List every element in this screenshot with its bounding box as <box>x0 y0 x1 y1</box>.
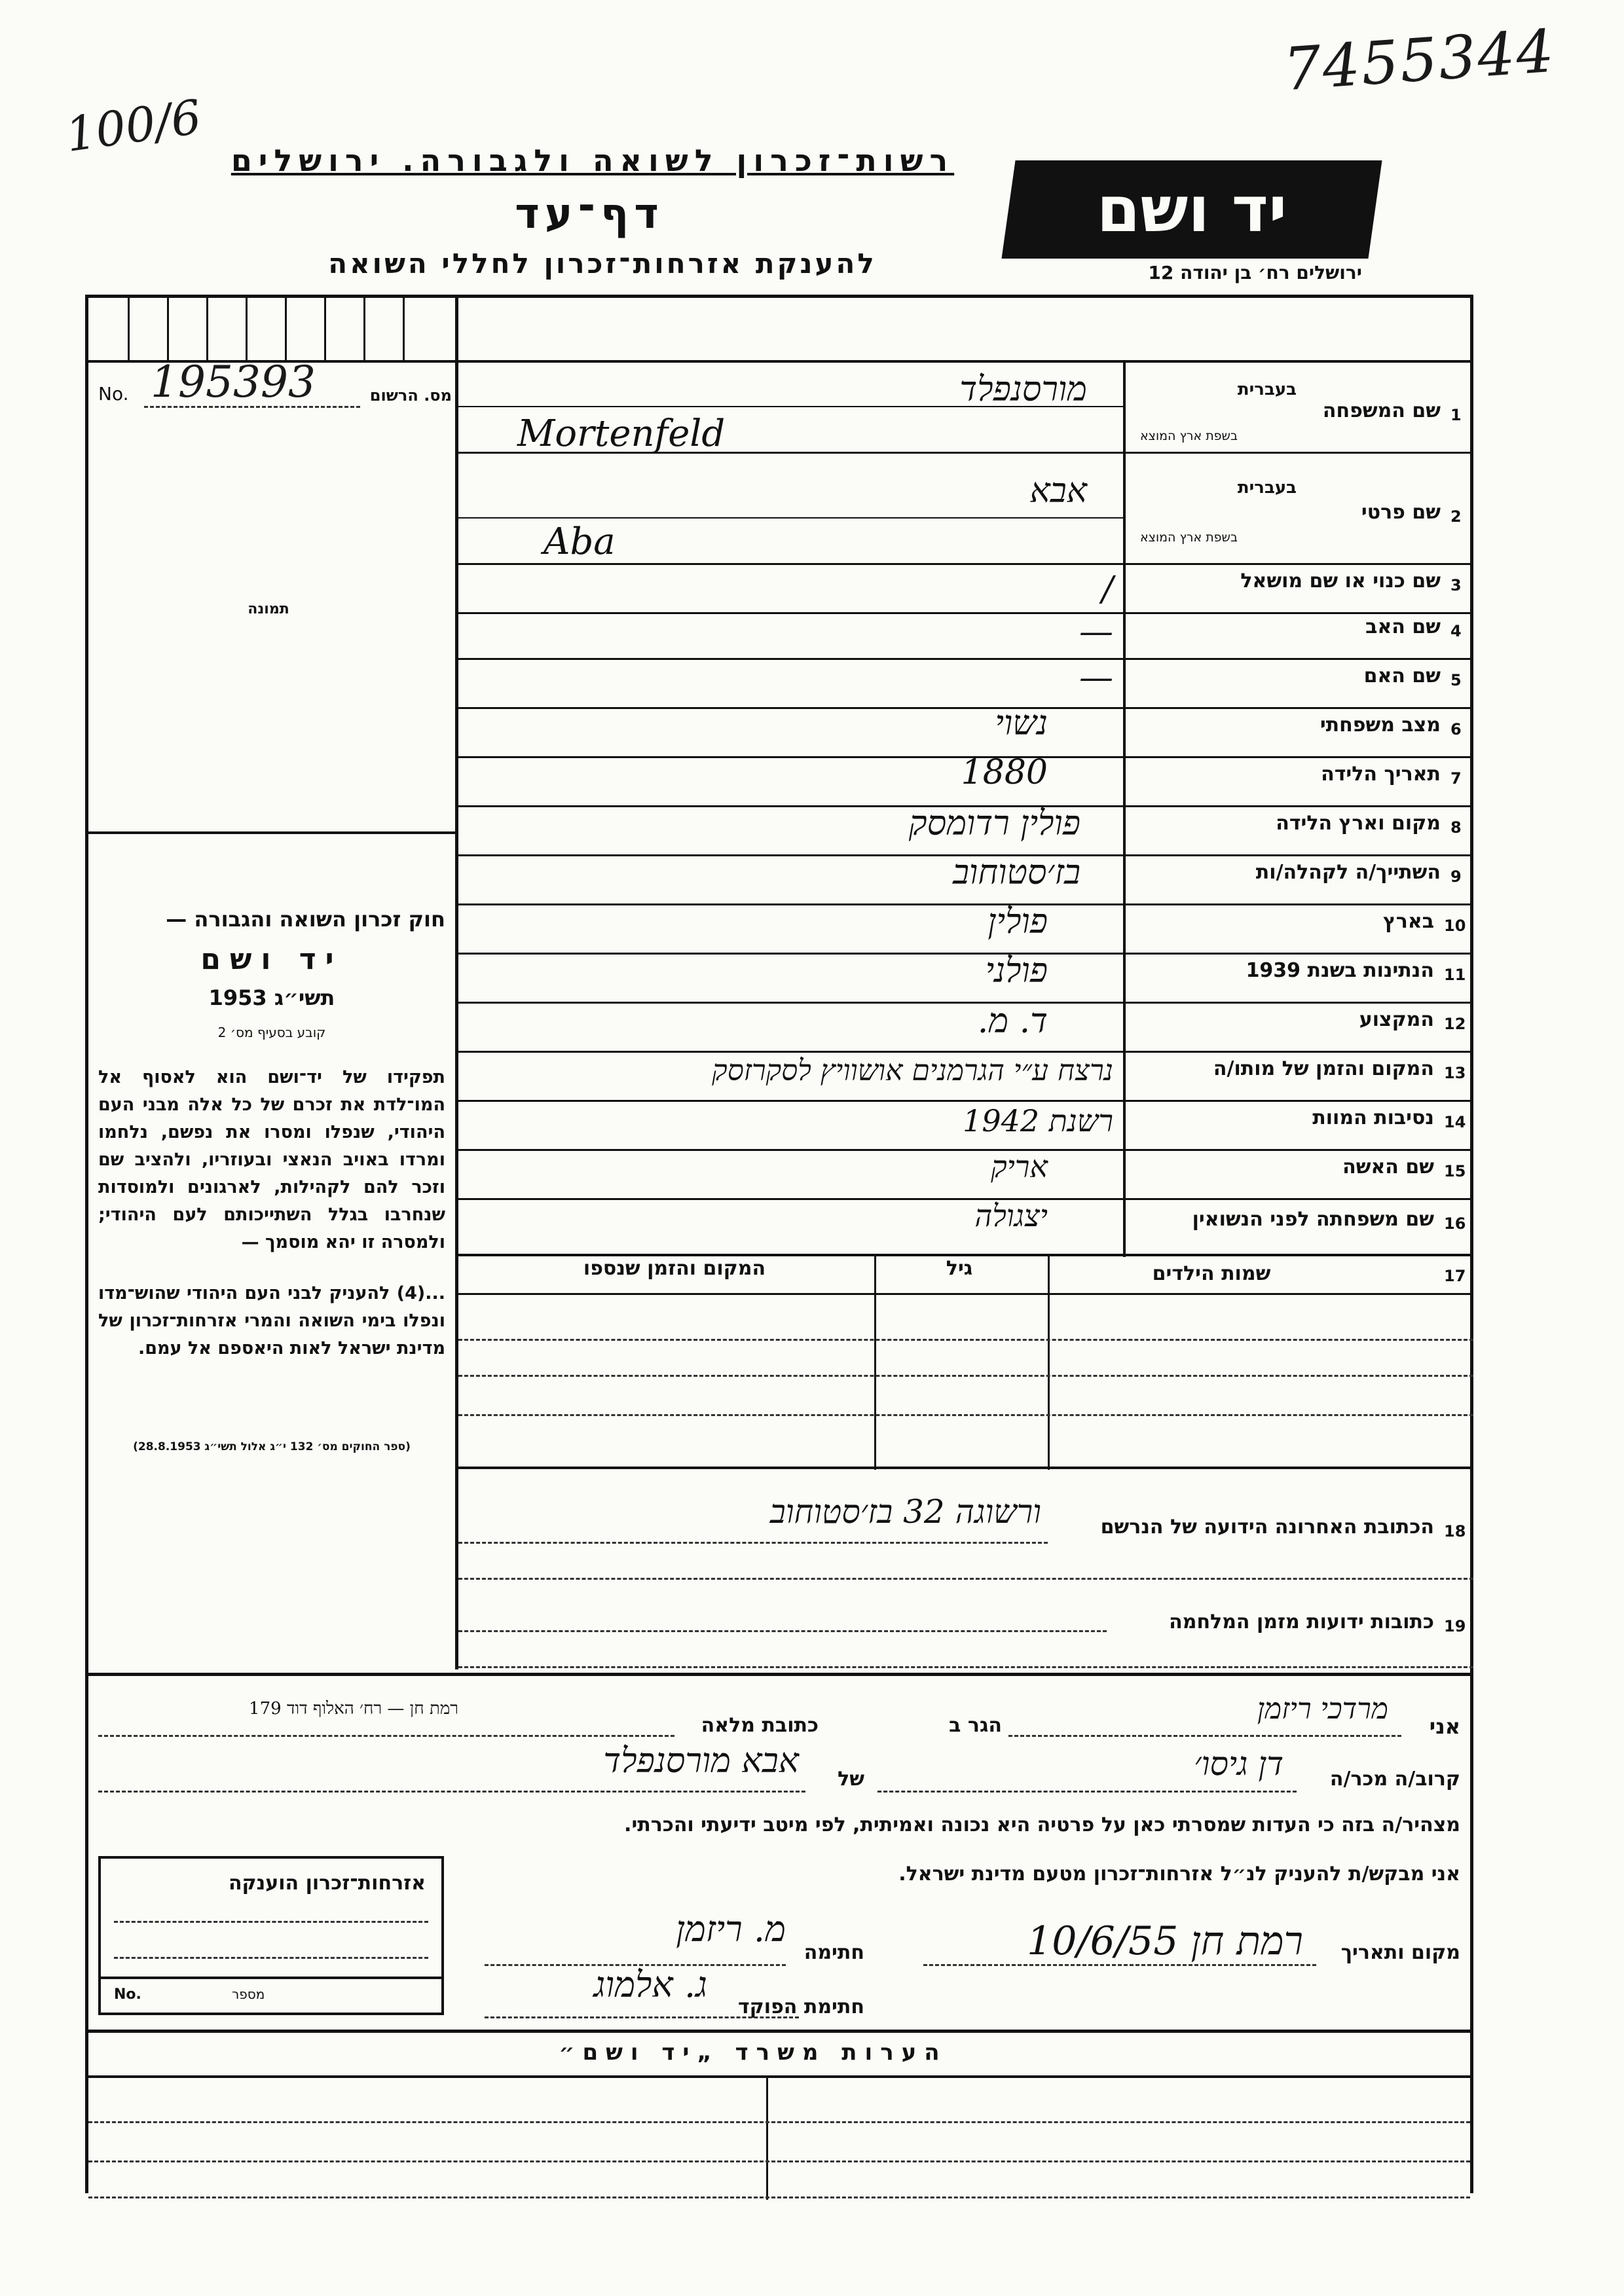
field-4-number: 4 <box>1450 622 1462 640</box>
field-18-label: הכתובת האחרונה הידועה של הנרשם <box>1100 1516 1434 1539</box>
citizenship-no-label: No. <box>114 1986 141 2003</box>
logo-address: ירושלים רח׳ בן יהודה 12 <box>1148 262 1362 283</box>
field-4-label: שם האב <box>1365 615 1441 638</box>
field-10-number: 10 <box>1444 917 1466 935</box>
citizenship-box <box>98 1856 444 2015</box>
field-11-label: הנתינות בשנת 1939 <box>1246 959 1434 982</box>
field-7-label: תאריך הלידה <box>1321 763 1441 786</box>
field-12-label: המקצוע <box>1359 1008 1434 1031</box>
field-1-value: מורסנפלד <box>959 370 1087 409</box>
field-9-label: השתייך/ה לקהלה/ות <box>1255 861 1441 884</box>
field-3-value: / <box>1101 570 1113 609</box>
decl-line-1: מצהיר/ה בזה כי העדות שמסרתי כאן על פרטיה היא נכונה ואמיתית, לפי מיטב ידיעתי והכרתי. <box>624 1813 1460 1836</box>
photo-label: תמונה <box>248 601 289 617</box>
field-13-label: המקום והזמן של מותו/ה <box>1213 1057 1434 1080</box>
law-name: יד ושם <box>200 943 343 976</box>
field-3-number: 3 <box>1450 576 1462 594</box>
decl-place-date-label: מקום ותאריך <box>1340 1941 1460 1964</box>
declarant-relation: דן גיסו׳ <box>1194 1745 1283 1783</box>
yad-vashem-logo <box>1001 160 1382 259</box>
field-1-sub-hebrew: בעברית <box>1237 380 1297 399</box>
decl-ani-label: אני <box>1429 1714 1460 1739</box>
law-text: תפקידו של יד־ושם הוא לאסוף אל המו־לדת את זכרם של כל אלה מבני העם היהודי, שנפלו ומסרו את נפשם, נלחמו ומרדו באויב הנאצי ובעוזריו, ולהציב שם וזכר להם לקהילות, לארגונים ולמוסדות שנחרבו בגלל השתייכותם לעם היהודי; ולמסרה זו יהא מוסמך — <box>98 1067 445 1252</box>
field-2-sub-origin: בשפת ארץ המוצא <box>1139 530 1238 545</box>
field-2-number: 2 <box>1450 507 1462 526</box>
frame-right <box>1470 295 1473 2193</box>
field-18-number: 18 <box>1444 1522 1466 1540</box>
field-6-value: נשוי <box>995 704 1048 743</box>
field-6-label: מצב משפחתי <box>1320 714 1441 737</box>
field-9-value: בז׳סטוחוב <box>953 853 1080 892</box>
declarant-address: רמת חן — רח׳ האלוף דוד 179 <box>249 1699 458 1719</box>
frame-left <box>85 295 88 2193</box>
field-1-number: 1 <box>1450 406 1462 424</box>
citizenship-title: אזרחות־זכרון הוענקה <box>228 1872 426 1895</box>
field-13-value: נרצח ע״י הגרמנים אושוויץ לסקרזסק <box>712 1054 1113 1087</box>
field-7-number: 7 <box>1450 769 1462 788</box>
field-4-value: — <box>1079 612 1113 651</box>
field-16-number: 16 <box>1444 1214 1466 1233</box>
field-18-value: ורשוגה 32 בז׳סטוחוב <box>769 1493 1041 1531</box>
field-11-value: פולני <box>985 951 1048 991</box>
field-10-label: בארץ <box>1382 910 1434 933</box>
field-1-label: שם המשפחה <box>1322 399 1441 422</box>
field-15-label: שם האשה <box>1342 1156 1434 1178</box>
field-5-number: 5 <box>1450 671 1462 689</box>
field-19-label: כתובות ידועות מזמן המלחמה <box>1169 1611 1434 1633</box>
field-17-number: 17 <box>1444 1267 1466 1285</box>
decl-residing-label: הגר ב <box>949 1714 1002 1737</box>
archive-number: 7455344 <box>1281 16 1557 105</box>
field-8-number: 8 <box>1450 818 1462 837</box>
law-year: תשי״ג 1953 <box>208 985 335 1010</box>
decl-place-date: רמת חן 10/6/55 <box>1027 1918 1303 1964</box>
left-margin-note: 100/6 <box>62 88 205 163</box>
field-10-value: פולין <box>987 902 1048 941</box>
field-19-number: 19 <box>1444 1617 1466 1635</box>
field-5-label: שם האם <box>1363 665 1441 687</box>
field-14-value: רשנת 1942 <box>963 1103 1113 1139</box>
form-subtitle: להענקת אזרחות־זכרון לחללי השואה <box>328 247 877 280</box>
field-3-label: שם כנוי או שם מושאל <box>1240 570 1441 592</box>
decl-officer-signature: ג. אלמוג <box>593 1964 707 2005</box>
authority-title: רשות־זכרון לשואה ולגבורה. ירושלים <box>231 143 955 178</box>
law-source: (ספר החוקים מס׳ 132 י״ג אלול תשי״ג 28.8.1953) <box>133 1440 411 1453</box>
field-12-number: 12 <box>1444 1015 1466 1033</box>
children-header-place-time: המקום והזמן שנספו <box>583 1257 766 1280</box>
decl-of-label: של <box>838 1768 864 1791</box>
field-8-value: פולין רדומסק <box>908 804 1080 843</box>
field-16-label: שם משפחתה לפני הנשואין <box>1192 1208 1434 1231</box>
field-12-value: ד. מ. <box>977 1002 1048 1041</box>
law-clause-4: ...(4) להעניק לבני העם היהודי שהוש־מדו ונפלו בימי השואה והמרי אזרחות־זכרון של מדינת ישראל לאות היאספם אל עמם. <box>98 1283 445 1358</box>
field-2-value: אבא <box>1029 471 1087 511</box>
field-15-number: 15 <box>1444 1162 1466 1180</box>
field-7-value: 1880 <box>961 753 1048 792</box>
field-2-sub-hebrew: בעברית <box>1237 478 1297 498</box>
logo-text: יד ושם <box>1096 173 1287 246</box>
field-1-sub-origin: בשפת ארץ המוצא <box>1139 429 1238 443</box>
registration-label: מס. הרשום <box>369 386 452 405</box>
children-header-age: גיל <box>946 1257 973 1280</box>
field-1-value-latin: Mortenfeld <box>517 412 726 455</box>
field-11-number: 11 <box>1444 966 1466 984</box>
field-2-value-latin: Aba <box>544 520 616 563</box>
law-clause: קובע בסעיף מס׳ 2 <box>217 1025 326 1040</box>
children-header-names: שמות הילדים <box>1152 1262 1271 1285</box>
field-6-number: 6 <box>1450 720 1462 738</box>
field-15-value: אריק <box>991 1149 1048 1184</box>
decl-signature: מ. ריזמן <box>676 1908 786 1950</box>
decl-signature-label: חתימה <box>803 1941 864 1964</box>
law-title: חוק זכרון השואה והגבורה — <box>166 907 445 932</box>
decl-of-name: אבא מורסנפלד <box>603 1741 799 1781</box>
decl-line-2: אני מבקש/ת להעניק לנ״ל אזרחות־זכרון מטעם מדינת ישראל. <box>898 1863 1460 1886</box>
office-notes-title: הערות משרד „יד ושם״ <box>559 2039 948 2066</box>
field-9-number: 9 <box>1450 867 1462 886</box>
form-title: דף־עד <box>515 190 664 238</box>
registration-no-label: No. <box>98 383 129 405</box>
field-16-value: יצגולה <box>974 1198 1048 1233</box>
decl-relative-label: קרוב/ה מכר/ה <box>1329 1768 1460 1791</box>
frame-top <box>85 295 1473 298</box>
registration-number: 195393 <box>151 357 316 407</box>
field-14-label: נסיבות המוות <box>1312 1106 1434 1129</box>
field-8-label: מקום וארץ הלידה <box>1276 812 1441 835</box>
citizenship-number-label: מספר <box>232 1986 265 2002</box>
declarant-name: מרדכי ריזמן <box>1257 1692 1388 1726</box>
decl-full-address-label: כתובת מלאה <box>701 1714 819 1737</box>
field-5-value: — <box>1079 658 1113 697</box>
field-14-number: 14 <box>1444 1113 1466 1131</box>
decl-officer-label: חתימת הפוקד <box>738 1995 864 2018</box>
field-2-label: שם פרטי <box>1361 501 1441 524</box>
field-13-number: 13 <box>1444 1064 1466 1082</box>
